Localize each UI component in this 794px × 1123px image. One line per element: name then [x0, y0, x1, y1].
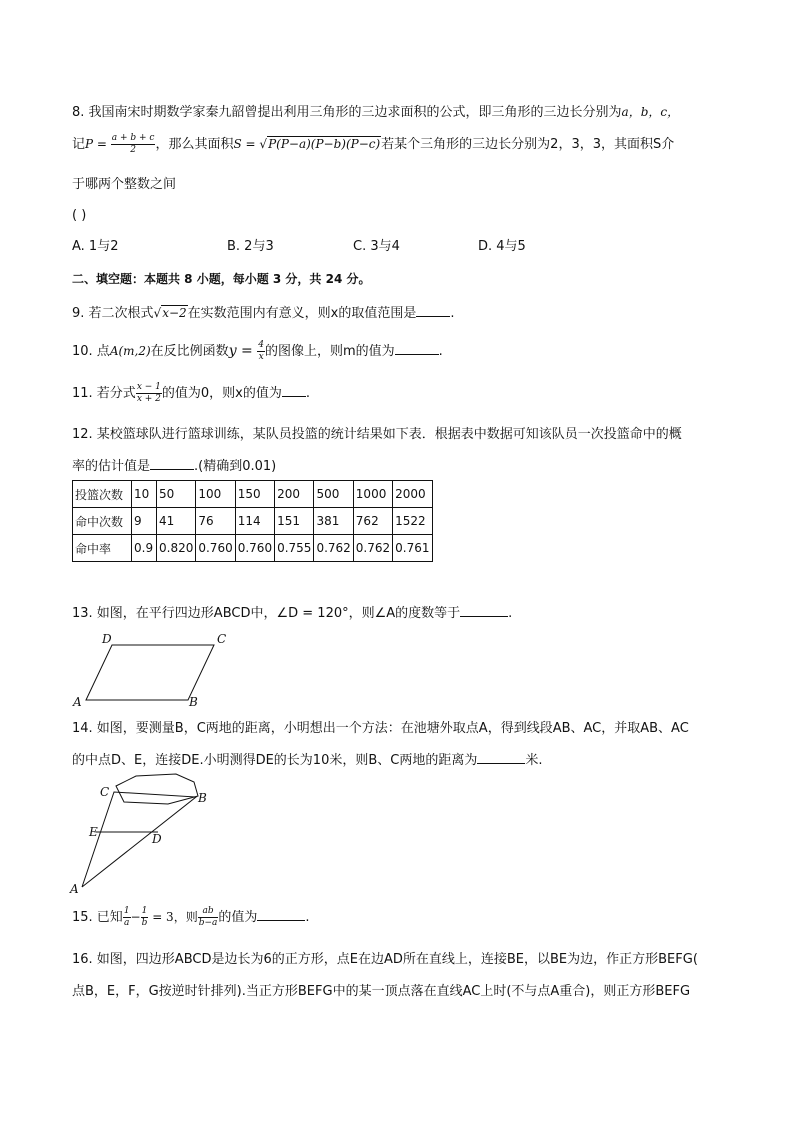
parallelogram-shape [86, 645, 214, 700]
q8-text-1: 8. 我国南宋时期数学家秦九韶曾提出利用三角形的三边求面积的公式，即三角形的三边长分别为 [72, 105, 622, 120]
q11-post: 的值为0，则x的值为 [161, 386, 282, 401]
q14-line2 [72, 751, 542, 770]
table-row [73, 535, 433, 562]
q15 [72, 906, 310, 929]
table-cell: 381 [314, 508, 353, 535]
q11-den: x + 2 [136, 394, 161, 404]
q8-sqrt: √P(P−a)(P−b)(P−c) [259, 137, 381, 151]
q10-num: 4 [258, 340, 264, 350]
q8-vars: a，b，c， [621, 105, 680, 119]
q12-answer-blank[interactable] [150, 457, 194, 470]
table-cell: 0.761 [393, 535, 432, 562]
table-cell: 50 [157, 481, 196, 508]
q9-end: . [450, 306, 455, 321]
q11-num: x − 1 [136, 382, 161, 392]
q13-text: 13. 如图，在平行四边形ABCD中，∠D = 120°，则∠A的度数等于 [72, 606, 461, 621]
q10-fraction [257, 340, 265, 363]
table-cell: 200 [275, 481, 314, 508]
table-cell: 76 [196, 508, 235, 535]
q8-option-b: B. 2与3 [227, 239, 274, 254]
q15-answer-blank[interactable] [257, 908, 305, 921]
q8-p-den: 2 [130, 145, 136, 155]
table-cell: 150 [235, 481, 274, 508]
pond-figure [66, 772, 226, 897]
q8-sqrt-radicand: P(P−a)(P−b)(P−c) [268, 137, 381, 151]
q8-p-num: a + b + c [111, 133, 155, 143]
q16-line2: 点B，E，F，G按逆时针排列).当正方形BEFG中的某一顶点落在直线AC上时(不与点A重合)，则正方形BEFG [72, 984, 691, 999]
q10 [72, 340, 443, 363]
q14-line1: 14. 如图，要测量B，C两地的距离，小明想出一个方法：在池塘外取点A，得到线段AB、AC，并取AB、AC [72, 721, 689, 736]
q9-radicand: x−2 [162, 306, 187, 320]
section-2-heading: 二、填空题：本题共 8 小题，每小题 3 分，共 24 分。 [72, 272, 371, 286]
label-a: A [73, 695, 82, 709]
table-cell: 0.755 [275, 535, 314, 562]
table-row-header: 命中次数 [73, 508, 132, 535]
q10-pre: 10. 点 [72, 344, 110, 359]
table-cell: 114 [235, 508, 274, 535]
q15-fraction-1 [123, 906, 131, 929]
table-row [73, 481, 433, 508]
q10-point: A(m,2) [109, 344, 151, 358]
q15-f3-den: b−a [198, 918, 218, 928]
table-cell: 151 [275, 508, 314, 535]
q8-option-c: C. 3与4 [353, 239, 400, 254]
table-cell: 0.762 [353, 535, 392, 562]
q13-answer-blank[interactable] [460, 604, 508, 617]
label-c: C [100, 785, 110, 799]
q15-minus: − [130, 910, 141, 924]
parallelogram-figure [70, 630, 240, 710]
table-cell: 9 [132, 508, 157, 535]
q8-p-fraction [111, 133, 156, 156]
table-cell: 0.9 [132, 535, 157, 562]
q15-post: 的值为 [218, 910, 258, 925]
label-d: D [102, 632, 112, 646]
q9-pre: 9. 若二次根式 [72, 306, 154, 321]
q15-f1-num: 1 [123, 906, 130, 916]
q11-end: . [305, 386, 310, 401]
q15-fraction-3 [198, 906, 219, 929]
label-a: A [70, 882, 79, 896]
q9-sqrt: √x−2 [153, 306, 187, 320]
q10-y: y = [228, 343, 258, 359]
q16-line1: 16. 如图，四边形ABCD是边长为6的正方形，点E在边AD所在直线上，连接BE，以BE为边，作正方形BEFG( [72, 952, 698, 967]
q14-pre: 的中点D、E，连接DE.小明测得DE的长为10米，则B、C两地的距离为 [72, 753, 478, 768]
q14-post: 米. [525, 753, 543, 768]
table-cell: 41 [157, 508, 196, 535]
q10-mid: 在反比例函数 [150, 344, 229, 359]
q8-option-d: D. 4与5 [478, 239, 526, 254]
label-e: E [89, 825, 98, 839]
table-row-header: 投篮次数 [73, 481, 132, 508]
q8-line3: 于哪两个整数之间 [72, 177, 177, 192]
table-cell: 0.820 [157, 535, 196, 562]
q10-den: x [258, 352, 264, 362]
q15-end: . [305, 910, 310, 925]
q12-line2 [72, 457, 276, 476]
q10-end: . [438, 344, 443, 359]
table-cell: 762 [353, 508, 392, 535]
table-cell: 1000 [353, 481, 392, 508]
q15-eq: = 3，则 [148, 910, 198, 924]
table-cell: 2000 [393, 481, 432, 508]
q9-post: 在实数范围内有意义，则x的取值范围是 [187, 306, 417, 321]
q11 [72, 382, 310, 405]
label-b: B [189, 695, 198, 709]
q15-pre: 15. 已知 [72, 910, 123, 925]
table-row [73, 508, 433, 535]
q8-post: 若某个三角形的三边长分别为2，3，3，其面积S介 [381, 137, 675, 152]
q8-option-a: A. 1与2 [72, 239, 119, 254]
q8-line2 [72, 133, 674, 156]
q8-mid: ，那么其面积 [155, 137, 234, 152]
q8-line1 [72, 103, 679, 122]
q8-s-lhs: S = [233, 137, 260, 151]
q13 [72, 604, 512, 623]
triangle-abc [82, 792, 196, 887]
q12-post: .(精确到0.01) [194, 459, 277, 474]
q13-end: . [508, 606, 513, 621]
label-d: D [152, 832, 162, 846]
q8-ji: 记 [72, 137, 86, 152]
q12-line1: 12. 某校篮球队进行篮球训练，某队员投篮的统计结果如下表．根据表中数据可知该队员一次投篮命中的概 [72, 427, 682, 442]
statistics-table [72, 480, 433, 562]
table-cell: 0.760 [196, 535, 235, 562]
q15-f1-den: a [123, 918, 130, 928]
q10-answer-blank[interactable] [395, 342, 439, 355]
pond-outline [116, 774, 198, 804]
q11-fraction [136, 382, 162, 405]
q8-paren: ( ) [72, 208, 87, 223]
table-cell: 1522 [393, 508, 432, 535]
table-cell: 500 [314, 481, 353, 508]
q10-post: 的图像上，则m的值为 [264, 344, 395, 359]
q15-f3-num: ab [198, 906, 219, 918]
table-cell: 100 [196, 481, 235, 508]
q9 [72, 304, 455, 323]
q15-f2-den: b [141, 918, 148, 928]
q11-answer-blank[interactable] [282, 384, 306, 397]
q11-pre: 11. 若分式 [72, 386, 136, 401]
q15-f2-num: 1 [141, 906, 148, 916]
table-cell: 10 [132, 481, 157, 508]
label-b: B [198, 791, 207, 805]
q8-p-eq: = [93, 137, 111, 151]
table-row-header: 命中率 [73, 535, 132, 562]
table-cell: 0.762 [314, 535, 353, 562]
q8-p-var: P [85, 137, 94, 151]
q9-answer-blank[interactable] [416, 304, 450, 317]
q14-answer-blank[interactable] [477, 751, 525, 764]
label-c: C [217, 632, 227, 646]
q12-pre: 率的估计值是 [72, 459, 151, 474]
table-cell: 0.760 [235, 535, 274, 562]
